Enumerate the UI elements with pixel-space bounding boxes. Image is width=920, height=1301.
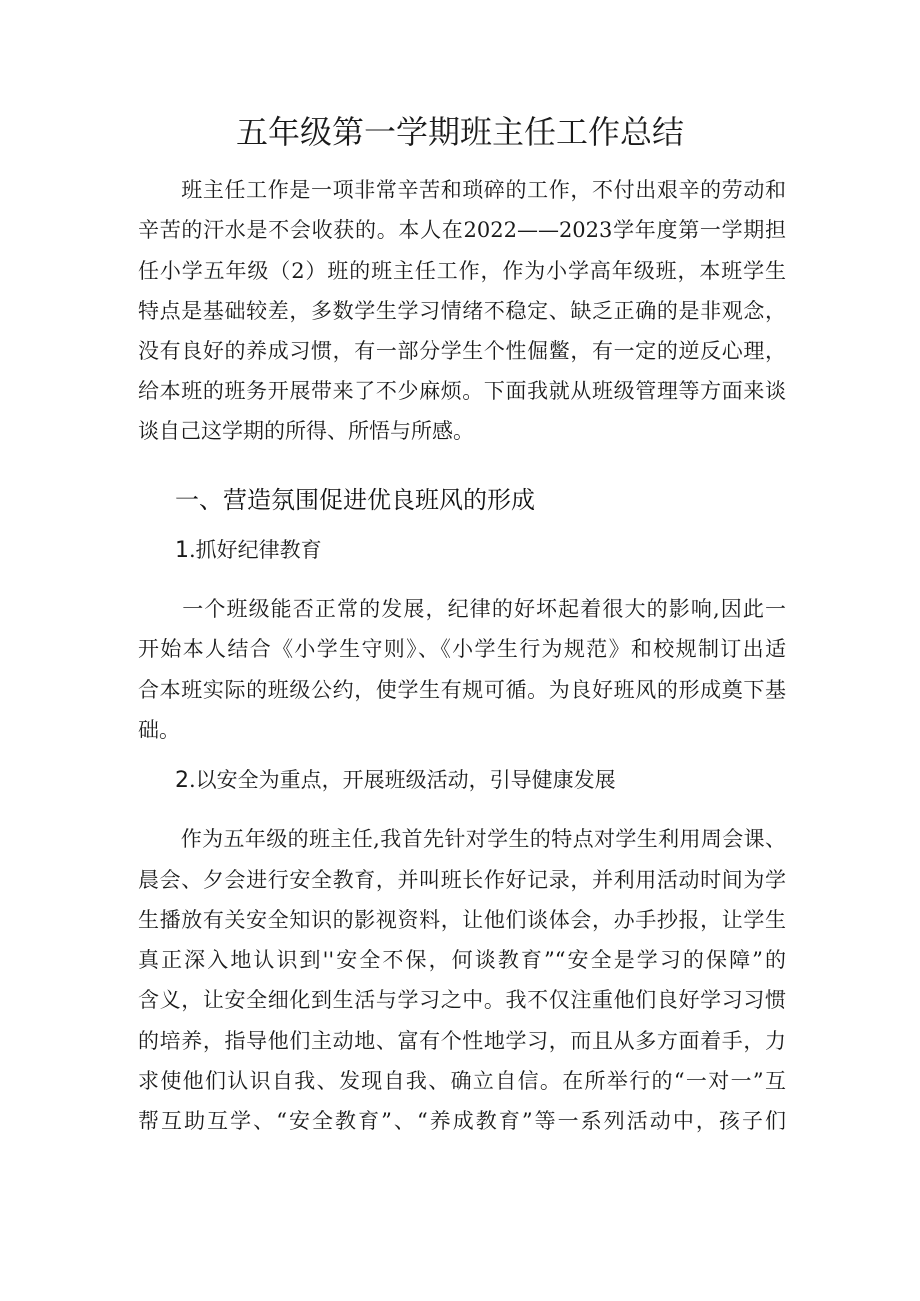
body-line: 础。 bbox=[138, 718, 180, 742]
body-line: 求使他们认识自我、发现自我、确立自信。在所举行的“一对一”互 bbox=[138, 1069, 786, 1093]
body-line: 一个班级能否正常的发展，纪律的好坏起着很大的影响,因此一 bbox=[138, 597, 786, 621]
body-line: 含义，让安全细化到生活与学习之中。我不仅注重他们良好学习习惯 bbox=[138, 988, 786, 1012]
intro-line: 给本班的班务开展带来了不少麻烦。下面我就从班级管理等方面来谈 bbox=[138, 379, 786, 403]
intro-line: 辛苦的汗水是不会收获的。本人在2022——2023学年度第一学期担 bbox=[138, 218, 786, 242]
subsection-heading-2 bbox=[175, 766, 616, 795]
document-title: 五年级第一学期班主任工作总结 bbox=[235, 113, 684, 151]
body-line: 帮互助互学、“安全教育”、“养成教育”等一系列活动中，孩子们 bbox=[138, 1109, 786, 1133]
body-line: 作为五年级的班主任,我首先针对学生的特点对学生利用周会课、 bbox=[138, 827, 786, 851]
body-line: 晨会、夕会进行安全教育，并叫班长作好记录，并利用活动时间为学 bbox=[138, 868, 786, 892]
subsection-heading-1 bbox=[175, 536, 322, 565]
subsection-number: 2 bbox=[175, 768, 189, 793]
body-line: 生播放有关安全知识的影视资料，让他们谈体会，办手抄报，让学生 bbox=[138, 908, 786, 932]
intro-line: 谈自己这学期的所得、所悟与所感。 bbox=[138, 419, 474, 443]
intro-line: 没有良好的养成习惯，有一部分学生个性倔鳖，有一定的逆反心理， bbox=[138, 339, 786, 363]
body-line: 开始本人结合《小学生守则》、《小学生行为规范》和校规制订出适 bbox=[138, 637, 786, 661]
body-line: 合本班实际的班级公约，使学生有规可循。为良好班风的形成奠下基 bbox=[138, 678, 786, 702]
intro-line: 任小学五年级（2）班的班主任工作，作为小学高年级班，本班学生 bbox=[138, 259, 786, 283]
subsection-number: 1 bbox=[175, 538, 189, 563]
intro-line: 特点是基础较差，多数学生学习情绪不稳定、缺乏正确的是非观念， bbox=[138, 299, 786, 323]
section-heading: 一、营造氛围促进优良班风的形成 bbox=[175, 486, 535, 514]
subsection-title: .抓好纪律教育 bbox=[189, 538, 322, 562]
subsection-title: .以安全为重点，开展班级活动，引导健康发展 bbox=[189, 768, 616, 792]
body-line: 的培养，指导他们主动地、富有个性地学习，而且从多方面着手，力 bbox=[138, 1029, 786, 1053]
intro-line: 班主任工作是一项非常辛苦和琐碎的工作，不付出艰辛的劳动和 bbox=[138, 178, 786, 202]
body-line: 真正深入地认识到''安全不保，何谈教育”“安全是学习的保障”的 bbox=[138, 948, 786, 972]
